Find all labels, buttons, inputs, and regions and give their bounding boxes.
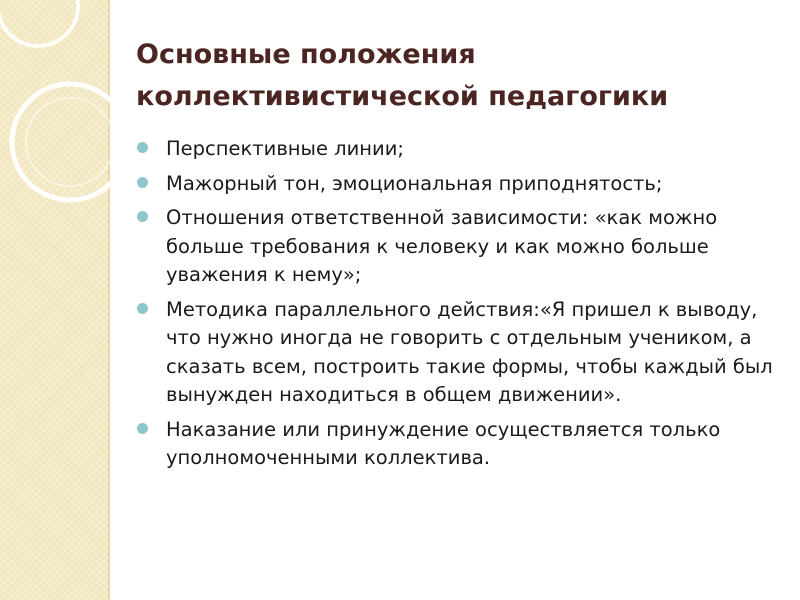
bullet-dot-icon — [137, 211, 148, 222]
bullet-list — [136, 135, 776, 479]
slide-title-line-1: Основные положения — [136, 39, 476, 70]
bullet-dot-icon — [137, 423, 148, 434]
slide-title — [136, 34, 756, 118]
bullet-text: Методика параллельного действия:«Я пришел к выводу, что нужно иногда не говорить с отдельным учеником, а сказать всем, построить такие формы, чтобы каждый был вынужден находиться в общем движении». — [166, 297, 773, 406]
bullet-text: Мажорный тон, эмоциональная приподнятость; — [166, 171, 663, 195]
bullet-dot-icon — [137, 303, 148, 314]
decorative-rings — [0, 0, 140, 260]
bullet-text: Наказание или принуждение осуществляется только уполномоченными коллектива. — [166, 417, 721, 469]
bullet-text: Отношения ответственной зависимости: «как можно больше требования к человеку и как можно больше уважения к нему»; — [166, 206, 718, 286]
list-item — [136, 416, 776, 473]
decorative-ring-inner — [26, 98, 114, 186]
decorative-ring-large — [12, 84, 128, 200]
bullet-dot-icon — [137, 142, 148, 153]
list-item — [136, 170, 776, 199]
bullet-dot-icon — [137, 177, 148, 188]
bullet-text: Перспективные линии; — [166, 137, 404, 160]
slide-title-line-2: коллективистической педагогики — [136, 81, 669, 112]
list-item — [136, 204, 776, 290]
decorative-ring-small — [0, 0, 78, 46]
list-item — [136, 296, 776, 410]
list-item — [136, 135, 776, 164]
